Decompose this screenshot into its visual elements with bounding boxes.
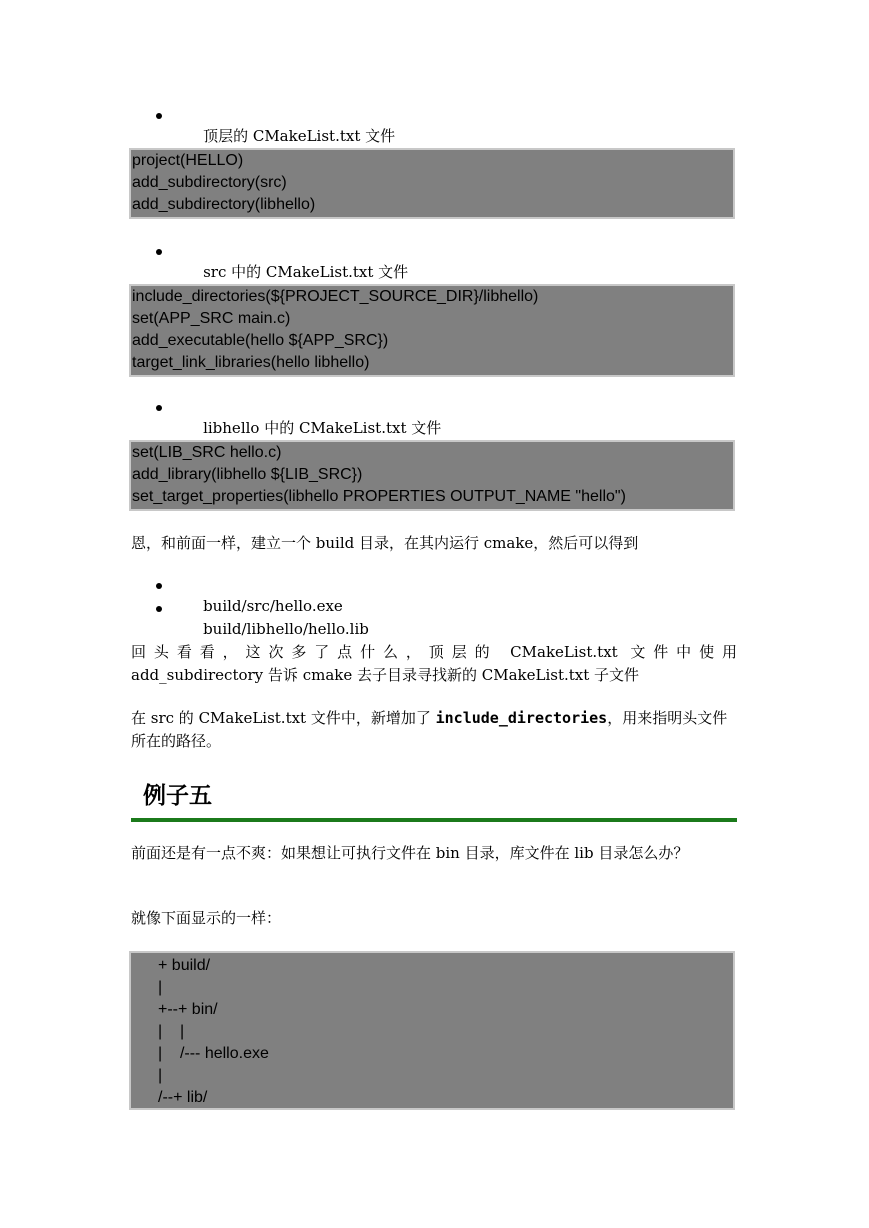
bullet-dot [156, 249, 162, 255]
section-divider [131, 818, 737, 822]
paragraph-question: 前面还是有一点不爽：如果想让可执行文件在 bin 目录，库文件在 lib 目录怎么办？ [131, 844, 689, 862]
code-block-top-cmakelist [129, 148, 735, 219]
paragraph-review-line1: 回头看看，这次多了点什么，顶层的 CMakeList.txt 文件中使用 [131, 643, 737, 661]
code-line: set(APP_SRC main.c) [132, 310, 291, 327]
bullet-text: src 中的 CMakeList.txt 文件 [203, 263, 409, 281]
section-heading: 例子五 [143, 783, 212, 809]
bullet-dot [156, 113, 162, 119]
paragraph-text: ，用来指明头文件所在的路径。 [131, 709, 728, 750]
paragraph-like-below: 就像下面显示的一样： [131, 909, 282, 927]
tree-line: +--+ bin/ [158, 1001, 218, 1018]
bullet-dot [156, 606, 162, 612]
bullet-dot [156, 583, 162, 589]
code-line: add_library(libhello ${LIB_SRC}) [132, 466, 363, 483]
bullet-text: build/libhello/hello.lib [203, 620, 369, 638]
code-block-directory-tree [129, 951, 735, 1110]
code-line: add_executable(hello ${APP_SRC}) [132, 332, 389, 349]
code-line: add_subdirectory(libhello) [132, 196, 316, 213]
code-line: add_subdirectory(src) [132, 174, 287, 191]
code-line: set_target_properties(libhello PROPERTIES OUTPUT_NAME "hello") [132, 488, 626, 505]
code-line: set(LIB_SRC hello.c) [132, 444, 282, 461]
tree-line: | [158, 1067, 163, 1084]
tree-line: /--+ lib/ [158, 1089, 208, 1106]
code-line: target_link_libraries(hello libhello) [132, 354, 370, 371]
tree-line: | [158, 979, 163, 996]
inline-code: include_directories [435, 709, 608, 727]
code-line: project(HELLO) [132, 152, 244, 169]
bullet-text: 顶层的 CMakeList.txt 文件 [203, 127, 396, 145]
code-line: include_directories(${PROJECT_SOURCE_DIR}/libhello) [132, 288, 539, 305]
tree-line: + build/ [158, 957, 211, 974]
code-block-src-cmakelist [129, 284, 735, 377]
paragraph-build: 恩，和前面一样，建立一个 build 目录，在其内运行 cmake，然后可以得到 [131, 534, 639, 552]
tree-line: | | [158, 1023, 185, 1040]
code-block-libhello-cmakelist [129, 440, 735, 511]
tree-line: | /--- hello.exe [158, 1045, 269, 1062]
bullet-text: build/src/hello.exe [203, 597, 343, 615]
paragraph-include-directories [131, 707, 737, 753]
paragraph-review-line2: add_subdirectory 告诉 cmake 去子目录寻找新的 CMakeList.txt 子文件 [131, 666, 640, 684]
bullet-dot [156, 405, 162, 411]
bullet-text: libhello 中的 CMakeList.txt 文件 [203, 419, 442, 437]
paragraph-text: 在 src 的 CMakeList.txt 文件中，新增加了 [131, 709, 436, 727]
